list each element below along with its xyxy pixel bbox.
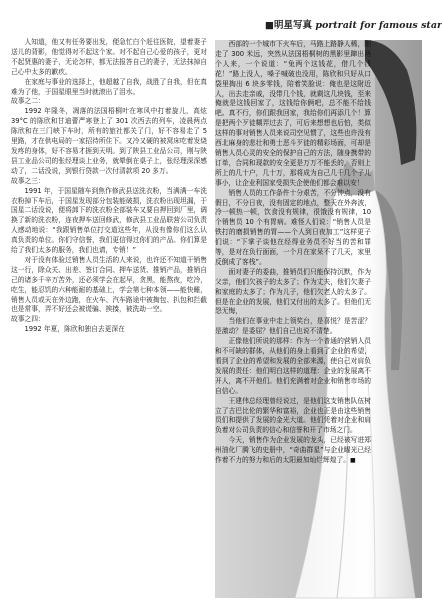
paragraph-text: 人知道，他又有任务要出发，便急忙白个赶往医院，望着妻子送儿的背影，他觉得对不起这个家。对不起自己心爱的孩子，更对不起贤惠的妻子，无论怎样，都无法报答自己的妻子，无法抹掉自己心中太多的歉疚。 [11, 38, 207, 76]
paragraph-text: 面对妻子的委曲，推销员们只能保持沉默，作为父亲，他们欠孩子的太多了；作为丈夫，他们欠妻子和家庭的太多了；作为儿子，他们欠老人的太多了。但是在企业的发展，他们又付出的太多了。但他们无怨无悔， [215, 267, 371, 316]
paragraph-text: 1992 年隆冬，凋落的法国梧桐叶在寒风中打着旋儿，高炫 39°C 的陈欣和甘迪蕾严寒登上了 301 次西去的列车，凌晨两点陈欣和在三门峡下车时，所有的旅社都关了门，好不容易走了 5 里路，才在供电局的一家招待所住下。又冷又硬的被窝床吃着发烧发疼的身体，好不容易才捱到天明。到了陕县工业品公司，刚与陕县工业品公司的张经理谈上业务，就晕倒在桌子上，张经理深深感动了，二话没说，到银行贷款一次付清款项 20 多万。 [11, 107, 207, 175]
paragraph-text: 王建伟总经理曾经说过，是他们这支销售队伍树立了古巴比伦的繁华和富裕，企业也正是由这些销售员们和提供了发展的金光大道。他们凭着对企业和肩负着对公司负责的信心和信誉和开了市场之门。 [215, 396, 371, 435]
header-title-en: portrait for famous star [315, 20, 442, 31]
paragraph [11, 256, 207, 315]
paragraph-text: 故事之四： [11, 315, 45, 324]
section-heading [11, 97, 207, 107]
header-title-cn: 明星写真 [273, 20, 312, 31]
end-mark: ■ [350, 457, 356, 465]
section-heading [11, 315, 207, 325]
paragraph-text: 1991 年，于国星随车到焦作修武县送洗衣粉，当满满一车洗衣粉掉下车后，于国星发现部分包装能破损，洗衣粉出现坦漏，于国星二话没说，便将卸下的洗衣粉全部装车又要自押回到厂里，调换了新的洗衣粉，连夜押车送回修武，修武县工业品联营公司负责人感动地说：“我跟销售单位打交道这些年，从没有像你们这么认真负责的单位。你们守信誉，我们更信得过你们的产品。你们算是给了我们太多的服务，我们也请，专销！” [11, 186, 207, 255]
paragraph-text: 西部的一个城市下火车后，马路上路静人稀，刚走了 300 米远，突然从法国梧桐树的黑影里蹿出两个人来，一个说道：“兔两个这钱花，借几个钱花！”路上没人，嗓子喊破也没用，陈欣和只好从口袋里掏出 6 块多零钱，陪着笑脸说：俺也是这附近人，出去走亲戚，没带几个钱，就剩这几块钱，至来俺就是这钱回家了，这钱给你俩吧，总不能不给钱吧。真不行，你们跟我回家，我给你们再添几个！算是把两个歹徒糊弄过去了，可后来想想也后怕，类似这样的事对销售人员来说司空见惯了，这些也许没有西北麻身的悲壮和勇士恶斗歹徒的精彩场面，可却是销售人员心灵的安全的保护自己的方法，随身携带的订单，合同和现款的安全更是万万不能丢的，否则上所上的几十户，几十万，那将成为自己几千几个子儿事小，让企业利国家受损失企使他们都会难以安！ [215, 40, 371, 187]
paragraph [215, 317, 371, 337]
paragraph [215, 189, 371, 268]
paragraph-text: 故事之二： [11, 97, 45, 106]
paragraph [11, 38, 207, 78]
paragraph [215, 268, 371, 318]
paragraph [215, 397, 371, 437]
right-text-column [215, 40, 371, 466]
paragraph [215, 40, 371, 189]
paragraph [11, 78, 207, 98]
paragraph-text: 正像他们所说的那样：作为一个普通的营销人员和不可缺的群体，从他们的身上看到了企业的希望，看到了企业的希望和发展的全部来源，使自己对肩负发展的责任：他们明白这样的道理：企业的发展离不开人，离不开他们。他们充满着对企业和销售市场的自信心。 [215, 337, 371, 395]
paragraph-text: 故事之三： [11, 176, 45, 185]
paragraph-text: 对于没有体验过销售人员生活的人来说，也许还不知道干销售这一行，除众关、出差、签订合同、押车送货、推销产品，推销自己的诸多千辛万苦外，还必须学会在起早，贪黑，能熬夜，吃冷，吃生，能忍饥的六种能耐的基础上，学会第七种本领——能快睡，销售人员或天在外边跑，在火车、汽车路途中被掏包、扒包和拦截也是常事，弄不好还会被谎骗、挨揍，被洗劫一空。 [11, 255, 207, 314]
paragraph [215, 436, 371, 466]
section-heading [11, 177, 207, 187]
paragraph-text: 当他们在事业中走上领奖台，是喜悦？是苦涩？是激动？是委屈？他们自己也说不清楚。 [215, 317, 371, 336]
paragraph-text: 在家庭与事业的选择上，他超越了自我，战胜了自我，但在真难为了他，于国星眼里当时就滚出了泪水。 [11, 77, 207, 96]
paragraph [215, 337, 371, 396]
paragraph-text: 销售人员的工作条件十分艰苦，不分钟点，没有假日，不分日夜，没有固定的地点，整天在外奔波，冷一顿热一顿，饮食没有规律，很饿没有规律，10 个销售员 10 个有胃病。难怪人们说：“销售人员是铁打的磨损销售的胃——个人到日夜加工”这样更子们说：“下掌子谈他在经得业务员不好当的苦和罪等，是对在负行面面，一个月在家呆不了几天，家里反倒成了客栈”。 [215, 188, 371, 266]
paragraph-text: 1992 年夏，陈欣和独自去更深在 [24, 325, 125, 334]
paragraph [11, 325, 207, 335]
paragraph [11, 107, 207, 176]
paragraph-text: 今天，销售作为企业发展的龙头，已经被写进郑州油化厂腾飞的史册中，“奇曲群星”与企业曜光已经作着不力的努力和后的太阳最加灿烂辉煌了。 [215, 436, 371, 465]
page-header [265, 17, 442, 31]
left-text-column [11, 38, 207, 598]
paragraph [11, 187, 207, 256]
header-square-mark: ■ [265, 20, 274, 31]
right-column [215, 40, 422, 598]
